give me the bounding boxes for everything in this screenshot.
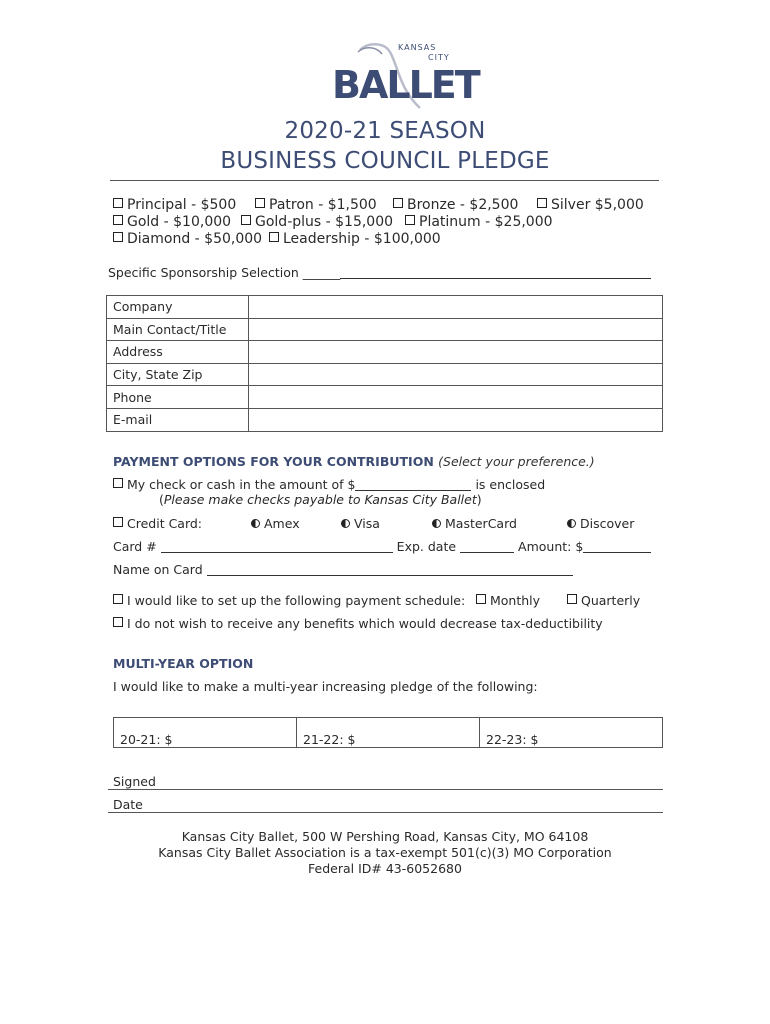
exp-date-field[interactable] [460,552,514,553]
email-label: E-mail [107,408,249,431]
title-line-1: 2020-21 SEASON [284,118,486,144]
svg-text:CITY: CITY [428,53,450,62]
level-diamond[interactable]: Diamond - $50,000 [113,231,262,247]
level-bronze[interactable]: Bronze - $2,500 [393,197,518,213]
card-discover[interactable]: Discover [567,516,634,531]
checkbox[interactable] [567,594,577,604]
year-2122-field[interactable]: 21-22: $ [297,718,480,748]
main-contact-label: Main Contact/Title [107,318,249,341]
quarterly-option[interactable]: Quarterly [567,593,640,608]
checkbox[interactable] [255,198,265,208]
checkbox[interactable] [476,594,486,604]
monthly-option[interactable]: Monthly [476,593,540,608]
level-gold[interactable]: Gold - $10,000 [113,214,231,230]
checkbox[interactable] [393,198,403,208]
company-field[interactable] [249,296,663,319]
city-state-zip-field[interactable] [249,363,663,386]
radio-button[interactable] [341,519,350,528]
signed-field[interactable] [108,789,663,790]
date-field[interactable] [108,812,663,813]
main-contact-field[interactable] [249,318,663,341]
level-silver[interactable]: Silver $5,000 [537,197,644,213]
payment-heading: PAYMENT OPTIONS FOR YOUR CONTRIBUTION (Select your preference.) [113,454,595,469]
radio-button[interactable] [567,519,576,528]
checkbox[interactable] [241,215,251,225]
level-patron[interactable]: Patron - $1,500 [255,197,377,213]
multi-year-table [113,717,663,748]
address-field[interactable] [249,341,663,364]
card-number-field[interactable] [161,552,393,553]
checkbox[interactable] [113,215,123,225]
payment-heading-note: (Select your preference.) [438,454,595,469]
card-details-row: Card # Exp. date Amount: $ [113,539,651,554]
name-on-card-field[interactable] [207,575,573,576]
title-rule [110,180,659,181]
check-note: (Please make checks payable to Kansas City Ballet) [159,492,482,507]
level-leadership[interactable]: Leadership - $100,000 [269,231,441,247]
radio-button[interactable] [432,519,441,528]
card-mastercard[interactable]: MasterCard [432,516,517,531]
radio-button[interactable] [251,519,260,528]
company-label: Company [107,296,249,319]
phone-label: Phone [107,386,249,409]
schedule-option[interactable]: I would like to set up the following payment schedule: [113,593,465,608]
footer-federal-id: Federal ID# 43-6052680 [308,861,462,876]
specific-selection-field[interactable] [340,278,651,279]
multi-year-heading: MULTI-YEAR OPTION [113,656,254,671]
email-field[interactable] [249,408,663,431]
checkbox[interactable] [113,198,123,208]
footer-address: Kansas City Ballet, 500 W Pershing Road, Kansas City, MO 64108 [181,829,589,844]
address-label: Address [107,341,249,364]
checkbox[interactable] [113,478,123,488]
name-on-card-row: Name on Card [113,562,573,577]
year-2021-field[interactable]: 20-21: $ [114,718,297,748]
level-gold-plus[interactable]: Gold-plus - $15,000 [241,214,393,230]
checkbox[interactable] [113,594,123,604]
card-amex[interactable]: Amex [251,516,300,531]
checkbox[interactable] [113,517,123,527]
specific-selection-label: Specific Sponsorship Selection ______ [108,265,341,280]
contact-info-table [106,295,663,432]
check-amount-field[interactable] [355,490,471,491]
multi-year-text: I would like to make a multi-year increasing pledge of the following: [113,679,538,694]
kansas-city-ballet-logo [328,40,479,112]
checkbox[interactable] [113,232,123,242]
checkbox[interactable] [113,617,123,627]
level-principal[interactable]: Principal - $500 [113,197,236,213]
amount-field[interactable] [583,552,651,553]
svg-text:KANSAS: KANSAS [398,43,437,52]
signed-label: Signed [113,774,156,789]
phone-field[interactable] [249,386,663,409]
title-line-2: BUSINESS COUNCIL PLEDGE [220,148,550,174]
check-option[interactable]: My check or cash in the amount of $ is enclosed [113,477,545,492]
checkbox[interactable] [269,232,279,242]
svg-text:BALLET: BALLET [332,63,479,107]
checkbox[interactable] [537,198,547,208]
year-2223-field[interactable]: 22-23: $ [480,718,663,748]
level-platinum[interactable]: Platinum - $25,000 [405,214,553,230]
checkbox[interactable] [405,215,415,225]
credit-card-option[interactable]: Credit Card: [113,516,202,531]
date-label: Date [113,797,143,812]
no-benefits-option[interactable]: I do not wish to receive any benefits which would decrease tax-deductibility [113,616,603,631]
footer-tax-status: Kansas City Ballet Association is a tax-exempt 501(c)(3) MO Corporation [158,845,612,860]
city-state-zip-label: City, State Zip [107,363,249,386]
card-visa[interactable]: Visa [341,516,380,531]
